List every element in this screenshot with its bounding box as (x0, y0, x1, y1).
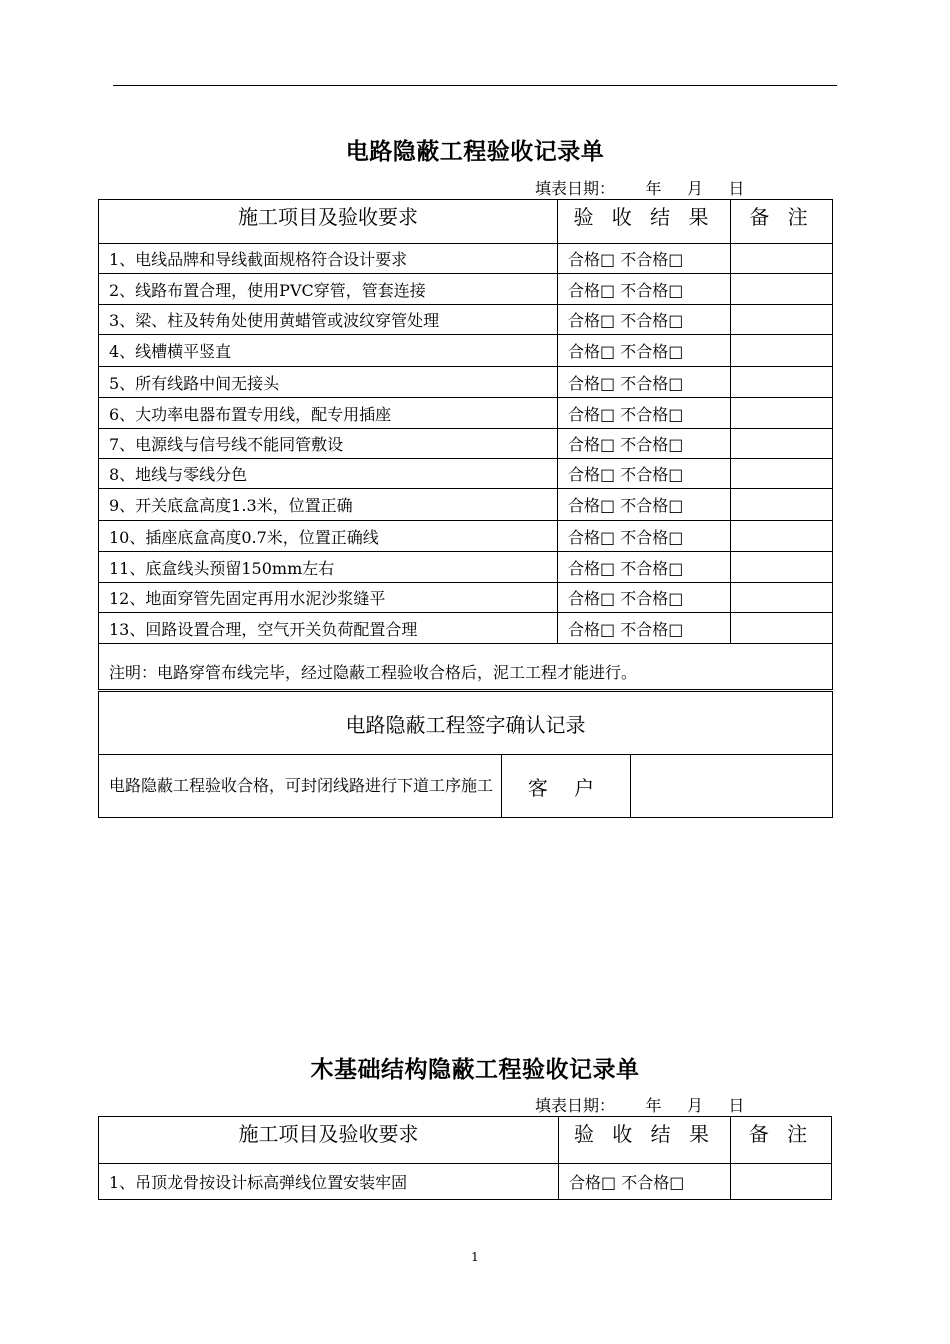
form2-header-result: 验 收 结 果 (559, 1117, 731, 1164)
inspection-item: 7、电源线与信号线不能同管敷设 (99, 429, 558, 459)
form1-table (98, 199, 833, 690)
table-row (99, 489, 833, 521)
table-row (99, 429, 833, 459)
customer-label: 客 户 (502, 755, 631, 818)
table-row (99, 613, 833, 644)
inspection-item: 2、线路布置合理，使用PVC穿管，管套连接 (99, 274, 558, 305)
inspection-item: 9、开关底盒高度1.3米，位置正确 (99, 489, 558, 521)
remark-cell[interactable] (731, 521, 833, 552)
inspection-item: 13、回路设置合理，空气开关负荷配置合理 (99, 613, 558, 644)
remark-cell[interactable] (731, 367, 833, 398)
result-checkboxes[interactable]: 合格□ 不合格□ (558, 521, 731, 552)
customer-signature-cell[interactable] (631, 755, 833, 818)
sign-row (99, 755, 833, 818)
result-checkboxes[interactable]: 合格□ 不合格□ (558, 613, 731, 644)
result-checkboxes[interactable]: 合格□ 不合格□ (558, 552, 731, 583)
remark-cell[interactable] (731, 1164, 832, 1200)
header-rule (113, 85, 837, 86)
form2-header-remark: 备 注 (731, 1117, 832, 1164)
remark-cell[interactable] (731, 583, 833, 613)
form2-header-item: 施工项目及验收要求 (99, 1117, 559, 1164)
inspection-item: 1、电线品牌和导线截面规格符合设计要求 (99, 244, 558, 274)
result-checkboxes[interactable]: 合格□ 不合格□ (558, 429, 731, 459)
form2-table (98, 1116, 832, 1200)
sign-statement: 电路隐蔽工程验收合格，可封闭线路进行下道工序施工 (99, 755, 502, 818)
form1-header-remark: 备 注 (731, 200, 833, 244)
form2-title: 木基础结构隐蔽工程验收记录单 (310, 1057, 640, 1083)
table-row (99, 552, 833, 583)
inspection-item: 10、插座底盒高度0.7米，位置正确线 (99, 521, 558, 552)
table-row (99, 459, 833, 489)
note-row (99, 644, 833, 690)
inspection-item: 3、梁、柱及转角处使用黄蜡管或波纹穿管处理 (99, 305, 558, 335)
inspection-item: 1、吊顶龙骨按设计标高弹线位置安装牢固 (99, 1164, 559, 1200)
form1-fill-date: 填表日期： 年 月 日 (535, 179, 745, 198)
result-checkboxes[interactable]: 合格□ 不合格□ (558, 274, 731, 305)
inspection-item: 12、地面穿管先固定再用水泥沙浆缝平 (99, 583, 558, 613)
remark-cell[interactable] (731, 613, 833, 644)
table-row (99, 244, 833, 274)
table-row (99, 335, 833, 367)
result-checkboxes[interactable]: 合格□ 不合格□ (558, 398, 731, 429)
sign-section-title: 电路隐蔽工程签字确认记录 (99, 692, 833, 755)
table-row (99, 398, 833, 429)
form1-header-row (99, 200, 833, 244)
table-row (99, 367, 833, 398)
inspection-item: 6、大功率电器布置专用线，配专用插座 (99, 398, 558, 429)
result-checkboxes[interactable]: 合格□ 不合格□ (558, 367, 731, 398)
table-row (99, 1164, 832, 1200)
remark-cell[interactable] (731, 398, 833, 429)
form1-sign-table (98, 691, 833, 818)
result-checkboxes[interactable]: 合格□ 不合格□ (559, 1164, 731, 1200)
inspection-item: 11、底盒线头预留150mm左右 (99, 552, 558, 583)
result-checkboxes[interactable]: 合格□ 不合格□ (558, 305, 731, 335)
form1-header-item: 施工项目及验收要求 (99, 200, 558, 244)
table-row (99, 521, 833, 552)
table-row (99, 274, 833, 305)
table-row (99, 583, 833, 613)
sign-title-row (99, 692, 833, 755)
remark-cell[interactable] (731, 429, 833, 459)
remark-cell[interactable] (731, 459, 833, 489)
remark-cell[interactable] (731, 244, 833, 274)
result-checkboxes[interactable]: 合格□ 不合格□ (558, 335, 731, 367)
remark-cell[interactable] (731, 552, 833, 583)
result-checkboxes[interactable]: 合格□ 不合格□ (558, 583, 731, 613)
result-checkboxes[interactable]: 合格□ 不合格□ (558, 244, 731, 274)
form2-fill-date: 填表日期： 年 月 日 (535, 1096, 745, 1115)
result-checkboxes[interactable]: 合格□ 不合格□ (558, 459, 731, 489)
form2-header-row (99, 1117, 832, 1164)
remark-cell[interactable] (731, 489, 833, 521)
inspection-item: 8、地线与零线分色 (99, 459, 558, 489)
note-text: 注明：电路穿管布线完毕，经过隐蔽工程验收合格后，泥工工程才能进行。 (99, 644, 833, 690)
remark-cell[interactable] (731, 305, 833, 335)
inspection-item: 5、所有线路中间无接头 (99, 367, 558, 398)
inspection-item: 4、线槽横平竖直 (99, 335, 558, 367)
page-number: 1 (471, 1250, 479, 1264)
table-row (99, 305, 833, 335)
form1-title: 电路隐蔽工程验收记录单 (345, 139, 605, 165)
form1-header-result: 验 收 结 果 (558, 200, 731, 244)
result-checkboxes[interactable]: 合格□ 不合格□ (558, 489, 731, 521)
remark-cell[interactable] (731, 335, 833, 367)
remark-cell[interactable] (731, 274, 833, 305)
